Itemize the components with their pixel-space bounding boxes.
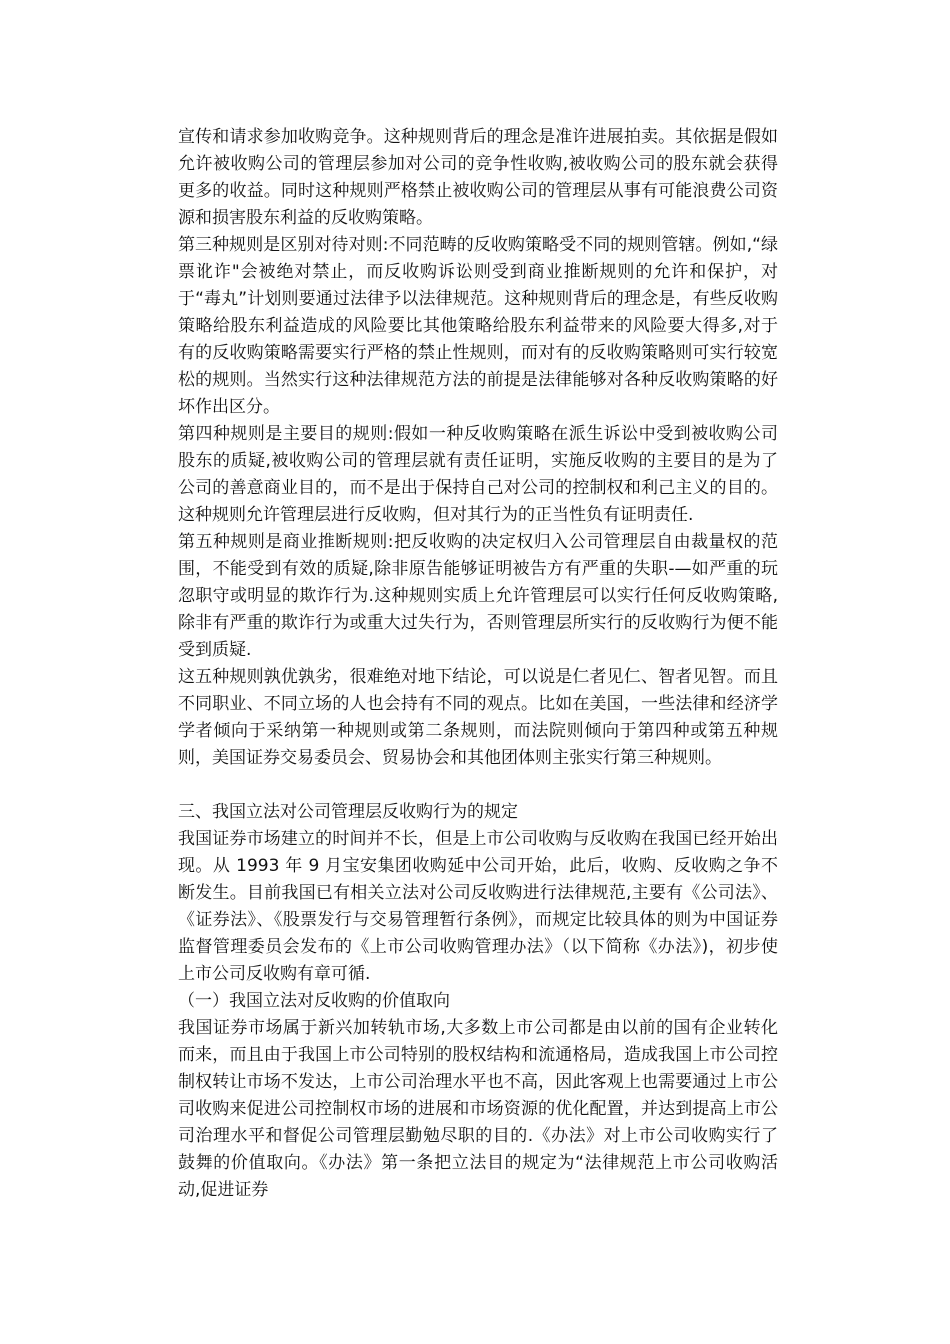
- document-body: [178, 124, 778, 1204]
- paragraph-value-orientation: 我国证券市场属于新兴加转轨市场,大多数上市公司都是由以前的国有企业转化而来，而且由于我国上市公司特别的股权结构和流通格局，造成我国上市公司控制权转让市场不发达，上市公司治理水平也不高，因此客观上也需要通过上市公司收购来促进公司控制权市场的进展和市场资源的优化配置，并达到提高上市公司治理水平和督促公司管理层勤勉尽职的目的.《办法》对上市公司收购实行了鼓舞的价值取向。《办法》第一条把立法目的规定为“法律规范上市公司收购活动,促进证券: [178, 1018, 778, 1200]
- paragraph-rule-four: 第四种规则是主要目的规则:假如一种反收购策略在派生诉讼中受到被收购公司股东的质疑,被收购公司的管理层就有责任证明，实施反收购的主要目的是为了公司的善意商业目的，而不是出于保持自己对公司的控制权和利己主义的目的。这种规则允许管理层进行反收购，但对其行为的正当性负有证明责任.: [178, 424, 778, 525]
- section-heading-three: 三、我国立法对公司管理层反收购行为的规定: [178, 802, 518, 822]
- paragraph-rule-three: 第三种规则是区别对待对则:不同范畴的反收购策略受不同的规则管辖。例如,“绿票讹诈"会被绝对禁止，而反收购诉讼则受到商业推断规则的允许和保护，对于“毒丸”计划则要通过法律予以法律规范。这种规则背后的理念是，有些反收购策略给股东利益造成的风险要比其他策略给股东利益带来的风险要大得多,对于有的反收购策略需要实行严格的禁止性规则，而对有的反收购策略则可实行较宽松的规则。当然实行这种法律规范方法的前提是法律能够对各种反收购策略的好坏作出区分。: [178, 235, 778, 417]
- paragraph-rule-five: 第五种规则是商业推断规则:把反收购的决定权归入公司管理层自由裁量权的范围，不能受到有效的质疑,除非原告能够证明被告方有严重的失职-—如严重的玩忽职守或明显的欺诈行为.这种规则实质上允许管理层可以实行任何反收购策略,除非有严重的欺诈行为或重大过失行为，否则管理层所实行的反收购行为便不能受到质疑.: [178, 532, 778, 660]
- subsection-heading-one: （一）我国立法对反收购的价值取向: [178, 991, 450, 1011]
- paragraph-china-market: 我国证券市场建立的时间并不长，但是上市公司收购与反收购在我国已经开始出现。从 1993 年 9 月宝安集团收购延中公司开始，此后，收购、反收购之争不断发生。目前我国已有相关立法对公司反收购进行法律规范,主要有《公司法》、《证券法》、《股票发行与交易管理暂行条例》，而规定比较具体的则为中国证券监督管理委员会发布的《上市公司收购管理办法》（以下简称《办法》)，初步使上市公司反收购有章可循.: [178, 829, 778, 984]
- paragraph-1: 宣传和请求参加收购竞争。这种规则背后的理念是准许进展拍卖。其依据是假如允许被收购公司的管理层参加对公司的竞争性收购,被收购公司的股东就会获得更多的收益。同时这种规则严格禁止被收购公司的管理层从事有可能浪费公司资源和损害股东利益的反收购策略。: [178, 127, 778, 228]
- blank-line: [178, 772, 778, 799]
- paragraph-comparison: 这五种规则孰优孰劣，很难绝对地下结论，可以说是仁者见仁、智者见智。而且不同职业、不同立场的人也会持有不同的观点。比如在美国，一些法律和经济学学者倾向于采纳第一种规则或第二条规则，而法院则倾向于第四种或第五种规则，美国证券交易委员会、贸易协会和其他团体则主张实行第三种规则。: [178, 667, 778, 768]
